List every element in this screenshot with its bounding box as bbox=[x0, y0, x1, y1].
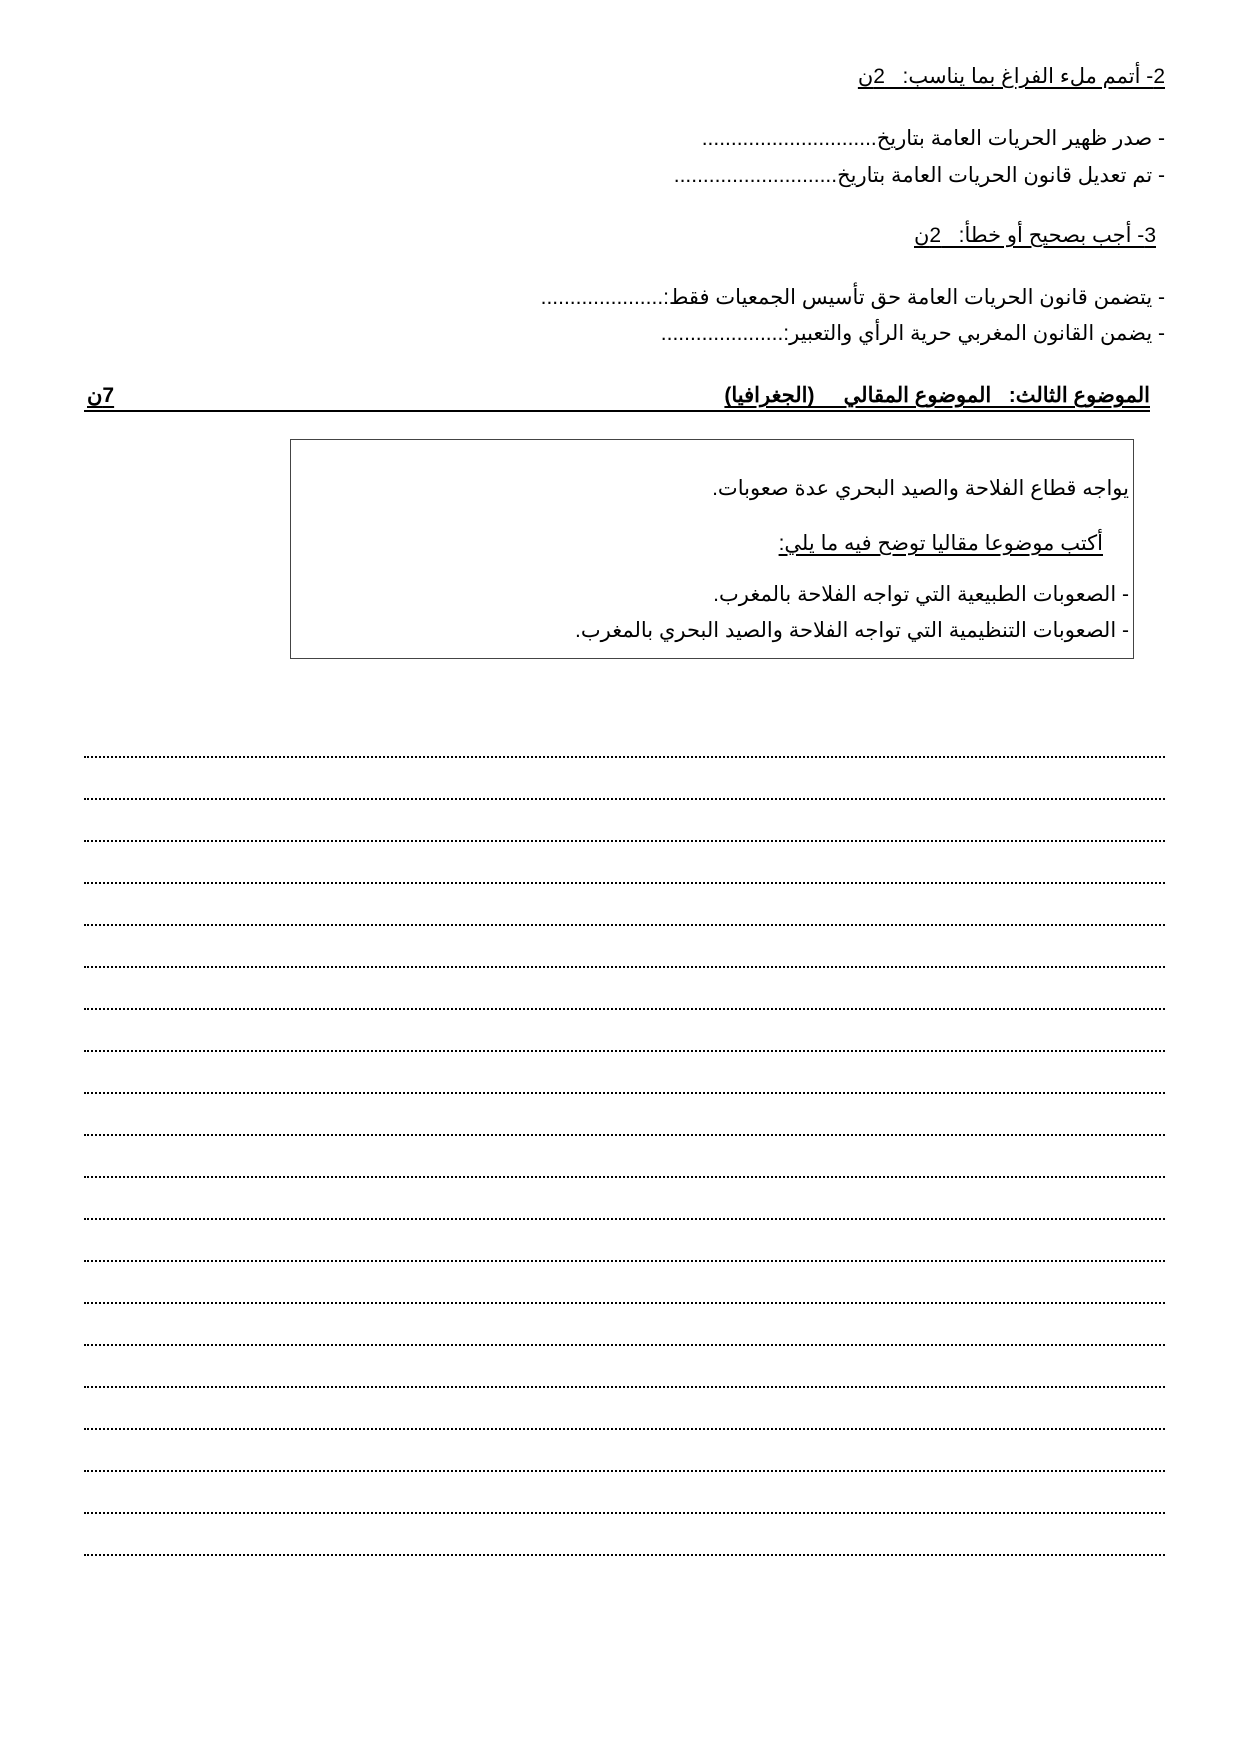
answer-line[interactable] bbox=[84, 1386, 1165, 1388]
answer-line[interactable] bbox=[84, 756, 1165, 758]
question-3-item-1: - يتضمن قانون الحريات العامة حق تأسيس الجمعيات فقط:..................... bbox=[540, 286, 1165, 309]
answer-line[interactable] bbox=[84, 966, 1165, 968]
prompt-item-1: - الصعوبات الطبيعية التي تواجه الفلاحة بالمغرب. bbox=[713, 583, 1129, 606]
prompt-item-2: - الصعوبات التنظيمية التي تواجه الفلاحة والصيد البحري بالمغرب. bbox=[575, 619, 1129, 642]
answer-line[interactable] bbox=[84, 924, 1165, 926]
answer-line[interactable] bbox=[84, 1260, 1165, 1262]
answer-line[interactable] bbox=[84, 1176, 1165, 1178]
answer-line[interactable] bbox=[84, 840, 1165, 842]
question-3-heading: 3- أجب بصحيح أو خطأ: 2ن bbox=[914, 224, 1156, 247]
section-3-points: 7ن bbox=[87, 384, 115, 407]
answer-line[interactable] bbox=[84, 1134, 1165, 1136]
answer-line[interactable] bbox=[84, 1428, 1165, 1430]
answer-line[interactable] bbox=[84, 882, 1165, 884]
answer-line[interactable] bbox=[84, 1092, 1165, 1094]
answer-line[interactable] bbox=[84, 1008, 1165, 1010]
answer-line[interactable] bbox=[84, 1554, 1165, 1556]
prompt-instruction: أكتب موضوعا مقاليا توضح فيه ما يلي: bbox=[778, 532, 1103, 555]
answer-line[interactable] bbox=[84, 798, 1165, 800]
prompt-intro: يواجه قطاع الفلاحة والصيد البحري عدة صعوبات. bbox=[712, 477, 1129, 500]
question-2-item-1: - صدر ظهير الحريات العامة بتاريخ.............................. bbox=[701, 127, 1165, 150]
section-3-title: الموضوع الثالث: الموضوع المقالي (الجغرافيا) bbox=[724, 384, 1150, 407]
question-2-heading: 2- أتمم ملء الفراغ بما يناسب: 2ن bbox=[857, 65, 1165, 88]
answer-line[interactable] bbox=[84, 1512, 1165, 1514]
section-rule bbox=[84, 410, 1150, 412]
answer-line[interactable] bbox=[84, 1344, 1165, 1346]
answer-line[interactable] bbox=[84, 1050, 1165, 1052]
question-2-item-2: - تم تعديل قانون الحريات العامة بتاريخ............................ bbox=[673, 164, 1165, 187]
answer-line[interactable] bbox=[84, 1470, 1165, 1472]
prompt-box bbox=[290, 439, 1134, 659]
answer-line[interactable] bbox=[84, 1218, 1165, 1220]
question-3-item-2: - يضمن القانون المغربي حرية الرأي والتعبير:..................... bbox=[660, 322, 1165, 345]
answer-line[interactable] bbox=[84, 1302, 1165, 1304]
